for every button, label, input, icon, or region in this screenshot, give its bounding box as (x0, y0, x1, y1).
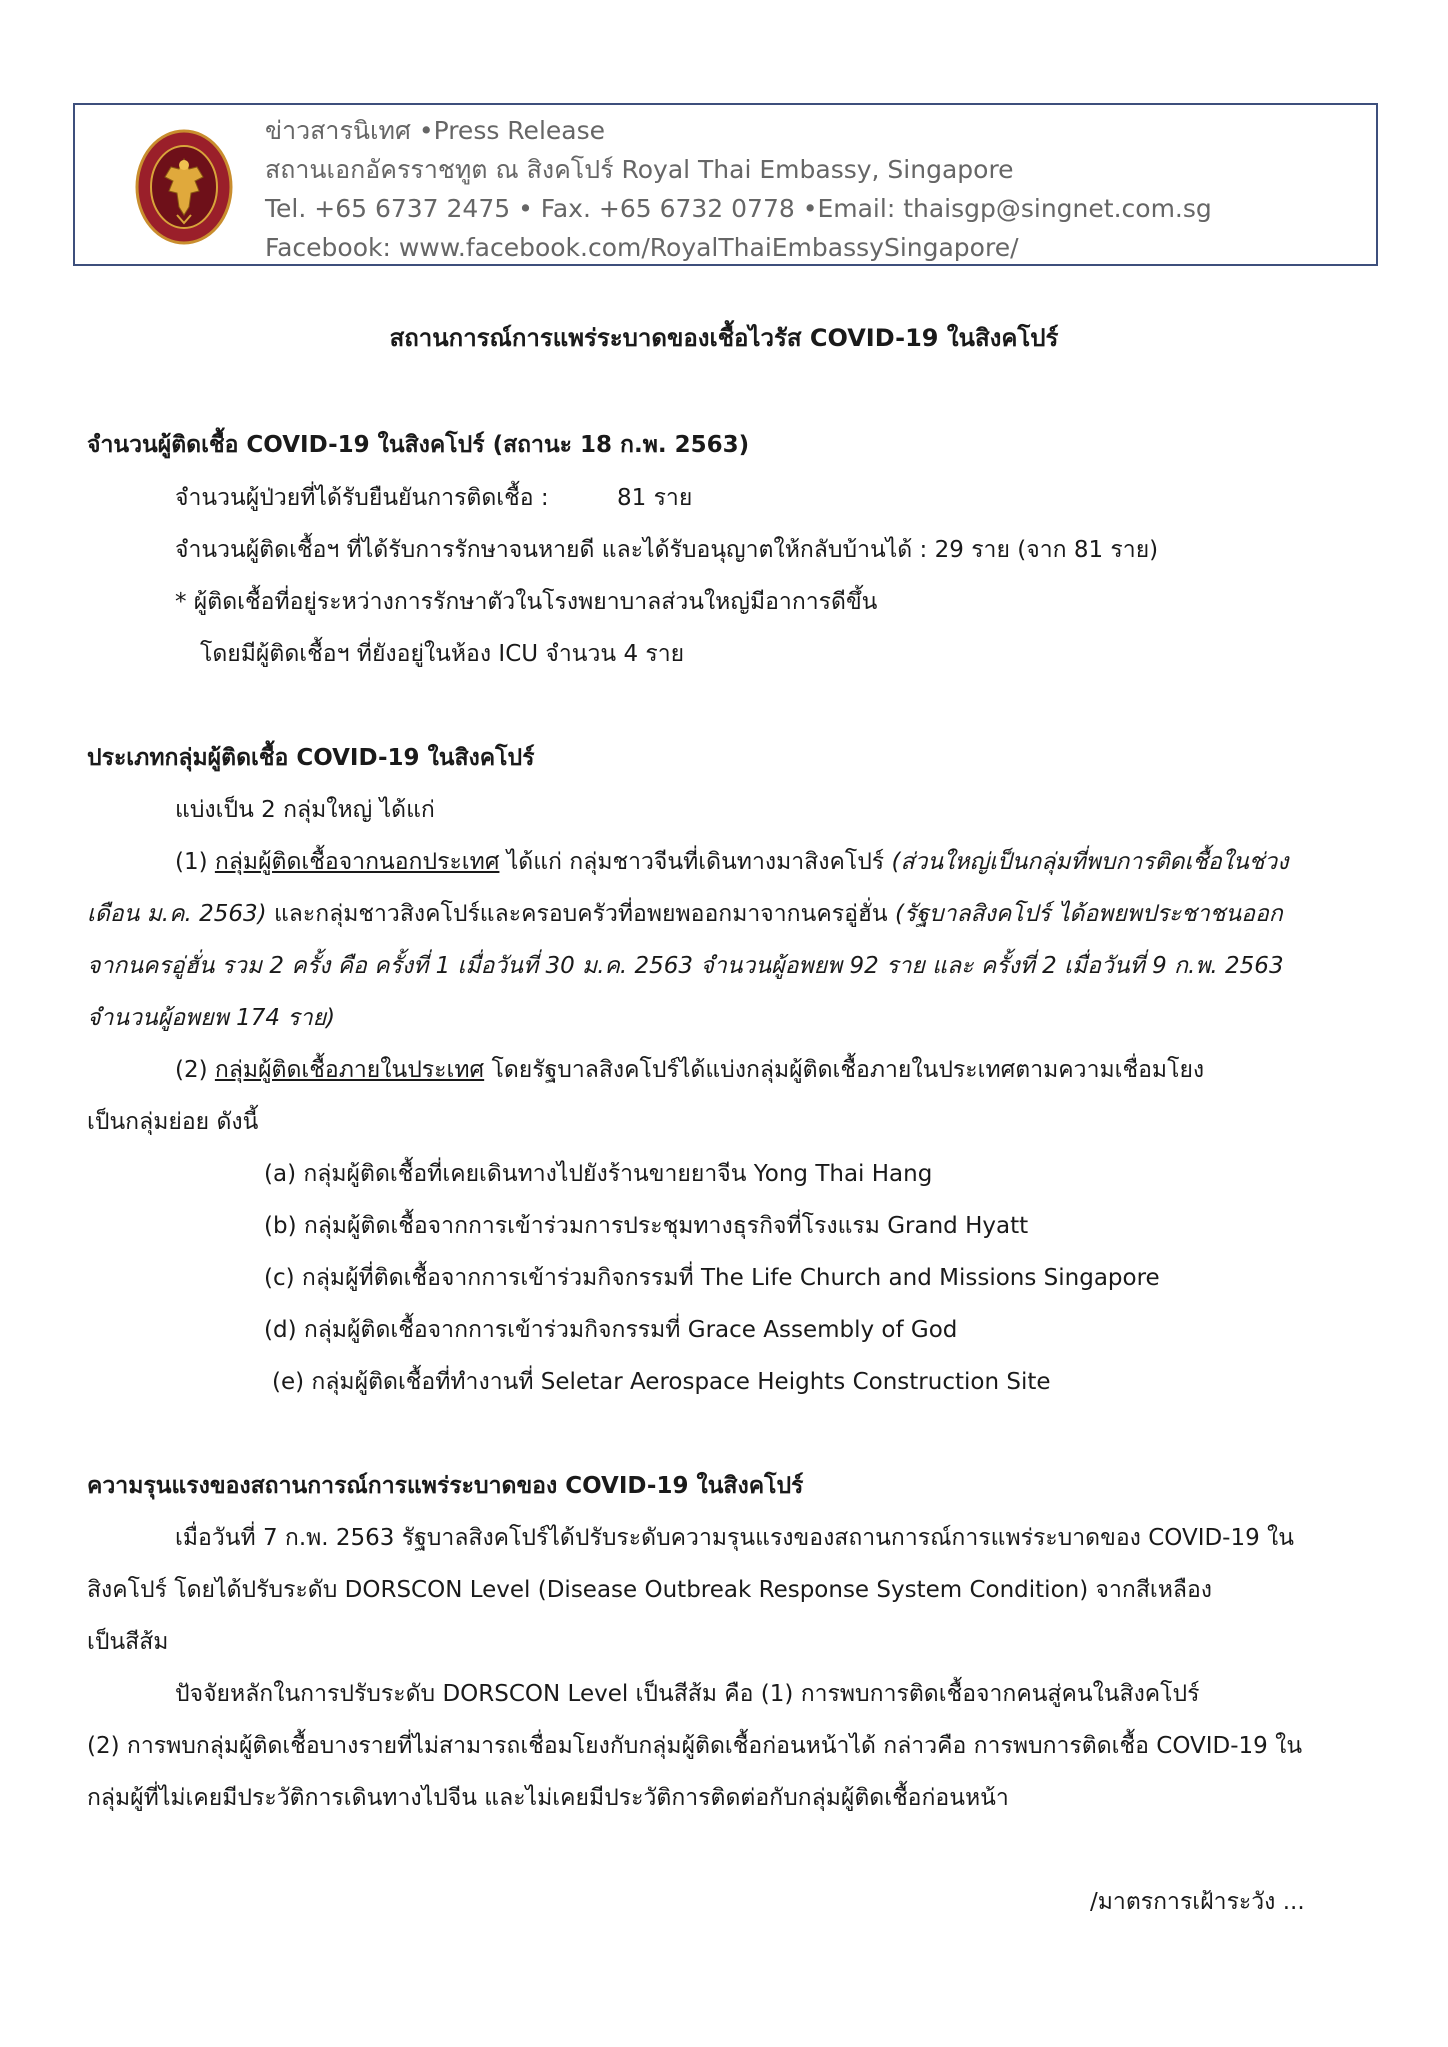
subgroup-e: (e) กลุ่มผู้ติดเชื้อที่ทำงานที่ Seletar Aerospace Heights Construction Site (272, 1369, 1051, 1395)
local-group-text: โดยรัฐบาลสิงคโปร์ได้แบ่งกลุ่มผู้ติดเชื้อภายในประเทศตามความเชื่อมโยง (484, 1057, 1205, 1083)
imported-group-line2-italic2: (รัฐบาลสิงคโปร์ ได้อพยพประชาชนออก (894, 901, 1283, 927)
section-heading-cluster-types: ประเภทกลุ่มผู้ติดเชื้อ COVID-19 ในสิงคโปร์ (87, 745, 535, 771)
header-line-facebook: Facebook: www.facebook.com/RoyalThaiEmbassySingapore/ (265, 233, 1019, 262)
imported-group-line-1 (175, 844, 1288, 880)
imported-group-line2-text: และกลุ่มชาวสิงคโปร์และครอบครัวที่อพยพออกมาจากนครอู่ฮั่น (266, 901, 895, 927)
severity-para2-line3: กลุ่มผู้ที่ไม่เคยมีประวัติการเดินทางไปจีน และไม่เคยมีประวัติการติดต่อกับกลุ่มผู้ติดเชื้อก่อนหน้า (87, 1785, 1009, 1811)
imported-group-line-4: จำนวนผู้อพยพ 174 ราย) (87, 1005, 336, 1031)
severity-para2-line1: ปัจจัยหลักในการปรับระดับ DORSCON Level เป็นสีส้ม คือ (1) การพบการติดเชื้อจากคนสู่คนในสิงคโปร์ (175, 1681, 1200, 1707)
imported-group-line-3: จากนครอู่ฮั่น รวม 2 ครั้ง คือ ครั้งที่ 1 เมื่อวันที่ 30 ม.ค. 2563 จำนวนผู้อพยพ 92 ราย และ ครั้งที่ 2 เมื่อวันที่ 9 ก.พ. 2563 (87, 953, 1284, 979)
press-release-header (73, 103, 1378, 266)
imported-group-line-2 (87, 896, 1283, 932)
icu-note: โดยมีผู้ติดเชื้อฯ ที่ยังอยู่ในห้อง ICU จำนวน 4 ราย (200, 641, 685, 667)
imported-group-title: กลุ่มผู้ติดเชื้อจากนอกประเทศ (214, 849, 500, 875)
severity-para1-line3: เป็นสีส้ม (87, 1629, 169, 1655)
local-group-line-1 (175, 1052, 1204, 1088)
header-line-embassy-name: สถานเอกอัครราชทูต ณ สิงคโปร์ Royal Thai Embassy, Singapore (265, 155, 1014, 184)
continued-next-page: /มาตรการเฝ้าระวัง ... (1090, 1889, 1305, 1915)
cluster-intro: แบ่งเป็น 2 กลุ่มใหญ่ ได้แก่ (175, 797, 435, 823)
local-group-line-2: เป็นกลุ่มย่อย ดังนี้ (87, 1109, 259, 1135)
imported-group-italic: (ส่วนใหญ่เป็นกลุ่มที่พบการติดเชื้อในช่วง (891, 849, 1289, 875)
section-heading-severity: ความรุนแรงของสถานการณ์การแพร่ระบาดของ COVID-19 ในสิงคโปร์ (87, 1473, 804, 1499)
severity-para2-line2: (2) การพบกลุ่มผู้ติดเชื้อบางรายที่ไม่สามารถเชื่อมโยงกับกลุ่มผู้ติดเชื้อก่อนหน้าได้ กล่าวคือ การพบการติดเชื้อ COVID-19 ใน (87, 1733, 1303, 1759)
subgroup-b: (b) กลุ่มผู้ติดเชื้อจากการเข้าร่วมการประชุมทางธุรกิจที่โรงแรม Grand Hyatt (264, 1213, 1029, 1239)
severity-para1-line2: สิงคโปร์ โดยได้ปรับระดับ DORSCON Level (Disease Outbreak Response System Condition) จากสีเหลือง (87, 1577, 1213, 1603)
subgroup-a: (a) กลุ่มผู้ติดเชื้อที่เคยเดินทางไปยังร้านขายยาจีน Yong Thai Hang (264, 1161, 933, 1187)
local-group-number: (2) (175, 1057, 215, 1083)
severity-para1-line1: เมื่อวันที่ 7 ก.พ. 2563 รัฐบาลสิงคโปร์ได้ปรับระดับความรุนแรงของสถานการณ์การแพร่ระบาดของ COVID-19 ใน (175, 1525, 1295, 1551)
imported-group-number: (1) (175, 849, 215, 875)
subgroup-d: (d) กลุ่มผู้ติดเชื้อจากการเข้าร่วมกิจกรรมที่ Grace Assembly of God (264, 1317, 958, 1343)
local-group-title: กลุ่มผู้ติดเชื้อภายในประเทศ (214, 1057, 485, 1083)
confirmed-cases-value: 81 ราย (617, 485, 693, 511)
section-heading-case-count: จำนวนผู้ติดเชื้อ COVID-19 ในสิงคโปร์ (สถานะ 18 ก.พ. 2563) (87, 432, 750, 458)
imported-group-text: ได้แก่ กลุ่มชาวจีนที่เดินทางมาสิงคโปร์ (499, 849, 892, 875)
imported-group-line2-italic: เดือน ม.ค. 2563) (87, 901, 267, 927)
header-line-press-release: ข่าวสารนิเทศ •Press Release (265, 116, 605, 145)
confirmed-cases-label: จำนวนผู้ป่วยที่ได้รับยืนยันการติดเชื้อ : (175, 485, 549, 511)
document-title: สถานการณ์การแพร่ระบาดของเชื้อไวรัส COVID-19 ในสิงคโปร์ (389, 324, 1059, 352)
recovered-cases: จำนวนผู้ติดเชื้อฯ ที่ได้รับการรักษาจนหายดี และได้รับอนุญาตให้กลับบ้านได้ : 29 ราย (จาก 81 ราย) (175, 537, 1159, 563)
hospital-note: * ผู้ติดเชื้อที่อยู่ระหว่างการรักษาตัวในโรงพยาบาลส่วนใหญ่มีอาการดีขึ้น (175, 589, 878, 615)
subgroup-c: (c) กลุ่มผู้ที่ติดเชื้อจากการเข้าร่วมกิจกรรมที่ The Life Church and Missions Singapore (264, 1265, 1160, 1291)
header-line-contact: Tel. +65 6737 2475 • Fax. +65 6732 0778 •Email: thaisgp@singnet.com.sg (265, 194, 1212, 223)
embassy-seal-icon (135, 129, 233, 245)
